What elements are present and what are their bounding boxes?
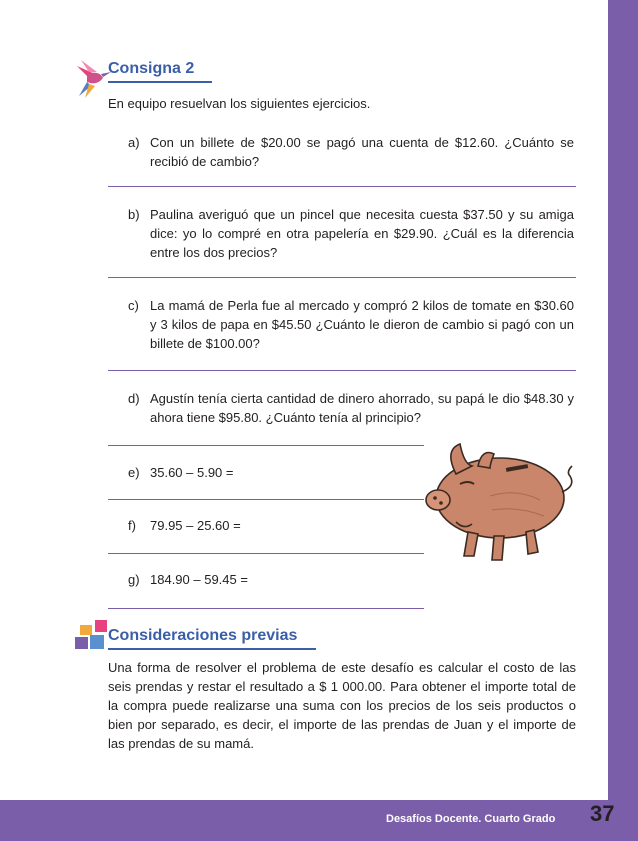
exercise-text: 35.60 – 5.90 =: [150, 465, 234, 480]
exercise-d: [128, 389, 576, 429]
exercise-a: [128, 133, 576, 173]
answer-line-d[interactable]: [108, 445, 424, 446]
title-underline: [108, 81, 212, 83]
answer-line-b[interactable]: [108, 277, 576, 278]
answer-line-g[interactable]: [108, 608, 424, 609]
exercise-letter: b): [128, 207, 140, 222]
side-bar: [608, 0, 638, 800]
piggy-bank-drawing: [420, 436, 580, 564]
exercise-text: 184.90 – 59.45 =: [150, 572, 248, 587]
consigna-intro: En equipo resuelvan los siguientes ejercicios.: [108, 96, 371, 111]
answer-line-e[interactable]: [108, 499, 424, 500]
exercise-letter: e): [128, 465, 140, 480]
footer-title: Desafíos Docente. Cuarto Grado: [386, 813, 556, 825]
exercise-b: [128, 205, 576, 265]
consideraciones-title: Consideraciones previas: [108, 627, 298, 644]
hummingbird-icon: [73, 56, 113, 100]
subtitle-underline: [108, 648, 316, 650]
exercise-e: [128, 463, 408, 483]
exercise-text: Agustín tenía cierta cantidad de dinero ahorrado, su papá le dio $48.30 y ahora tiene $95.80. ¿Cuánto tenía al principio?: [150, 391, 574, 425]
exercise-text: Paulina averiguó que un pincel que necesita cuesta $37.50 y su amiga dice: yo lo compré en otra papelería en $29.90. ¿Cuál es la diferencia entre los dos precios?: [150, 207, 574, 260]
consigna-title: Consigna 2: [108, 60, 195, 77]
exercise-letter: c): [128, 298, 139, 313]
exercise-letter: a): [128, 135, 140, 150]
consideraciones-text: Una forma de resolver el problema de este desafío es calcular el costo de las seis prendas y restar el resultado a $ 1 000.00. Para obtener el importe total de la compra puede realizarse una suma con los precios de los seis productos o bien por separado, es decir, el importe de las prendas de Juan y el importe de las prendas de su mamá.: [108, 660, 576, 751]
exercise-text: 79.95 – 25.60 =: [150, 518, 241, 533]
exercise-c: [128, 296, 576, 356]
exercise-g: [128, 570, 408, 590]
exercise-text: Con un billete de $20.00 se pagó una cuenta de $12.60. ¿Cuánto se recibió de cambio?: [150, 135, 574, 169]
exercise-letter: d): [128, 391, 140, 406]
exercise-text: La mamá de Perla fue al mercado y compró 2 kilos de tomate en $30.60 y 3 kilos de papa en $45.50 ¿Cuánto le dieron de cambio si pagó con un billete de $100.00?: [150, 298, 574, 351]
answer-line-f[interactable]: [108, 553, 424, 554]
answer-line-a[interactable]: [108, 186, 576, 187]
exercise-letter: f): [128, 518, 136, 533]
exercise-letter: g): [128, 572, 140, 587]
colored-squares-icon: [75, 620, 109, 650]
exercise-f: [128, 516, 408, 536]
page-number: 37: [590, 801, 615, 826]
answer-line-c[interactable]: [108, 370, 576, 371]
